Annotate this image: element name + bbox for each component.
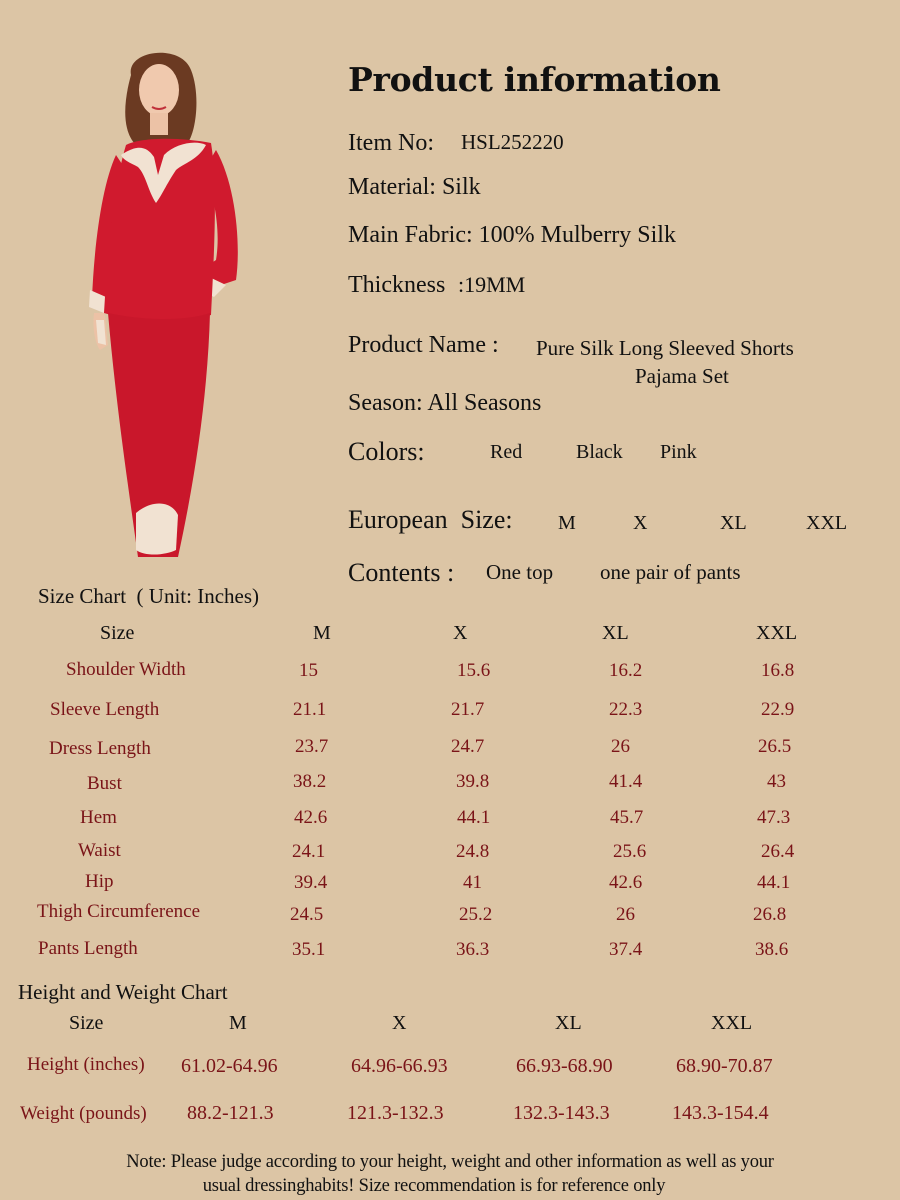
- product-name-label: Product Name :: [348, 332, 499, 358]
- row-label: Weight (pounds): [20, 1103, 147, 1124]
- cell-xxl: 38.6: [755, 939, 789, 960]
- size-chart-header-xl: XL: [602, 622, 629, 644]
- european-size-xxl: XXL: [806, 512, 848, 534]
- hw-header-x: X: [392, 1012, 407, 1034]
- hw-header-m: M: [229, 1012, 247, 1034]
- size-chart-header-xxl: XXL: [756, 622, 798, 644]
- contents-label: Contents :: [348, 558, 455, 587]
- cell-xxl: 68.90-70.87: [676, 1055, 773, 1077]
- row-label: Hem: [80, 807, 117, 828]
- product-name-line1: Pure Silk Long Sleeved Shorts: [536, 336, 794, 360]
- hw-header-size: Size: [69, 1012, 104, 1034]
- row-label: Dress Length: [49, 738, 151, 759]
- european-size-x: X: [633, 512, 648, 534]
- european-size-label: European Size:: [348, 505, 513, 534]
- cell-x: 121.3-132.3: [347, 1102, 444, 1124]
- cell-xl: 37.4: [609, 939, 643, 960]
- cell-xxl: 22.9: [761, 699, 795, 720]
- thickness-label: Thickness: [348, 272, 446, 298]
- cell-xxl: 26.8: [753, 904, 787, 925]
- row-label: Shoulder Width: [66, 659, 186, 680]
- row-label: Height (inches): [27, 1054, 145, 1075]
- size-chart-header-x: X: [453, 622, 468, 644]
- cell-m: 15: [299, 660, 318, 681]
- colors-label: Colors:: [348, 437, 425, 466]
- cell-xl: 22.3: [609, 699, 643, 720]
- cell-m: 61.02-64.96: [181, 1055, 278, 1077]
- cell-xxl: 26.5: [758, 736, 792, 757]
- contents-item-top: One top: [486, 560, 554, 584]
- note-line-1: Note: Please judge according to your height, weight and other information as well as your: [126, 1152, 774, 1172]
- product-photo: [86, 45, 256, 560]
- european-size-xl: XL: [720, 512, 747, 534]
- note-line-2: usual dressinghabits! Size recommendation is for reference only: [202, 1176, 666, 1196]
- hw-header-xxl: XXL: [711, 1012, 753, 1034]
- european-size-m: M: [558, 512, 576, 534]
- cell-xl: 42.6: [609, 872, 643, 893]
- row-label: Waist: [78, 840, 121, 861]
- model-figure-illustration: [86, 45, 256, 560]
- cell-x: 36.3: [456, 939, 490, 960]
- cell-m: 38.2: [293, 771, 327, 792]
- cell-x: 24.7: [451, 736, 485, 757]
- cell-m: 21.1: [293, 699, 327, 720]
- cell-xxl: 44.1: [757, 872, 791, 893]
- item-no-value: HSL252220: [461, 130, 564, 154]
- cell-x: 25.2: [459, 904, 493, 925]
- cell-m: 88.2-121.3: [187, 1102, 274, 1124]
- cell-x: 15.6: [457, 660, 491, 681]
- cell-xl: 66.93-68.90: [516, 1055, 613, 1077]
- cell-x: 39.8: [456, 771, 490, 792]
- height-weight-chart-title: Height and Weight Chart: [18, 980, 228, 1004]
- cell-xxl: 47.3: [757, 807, 791, 828]
- item-no-label: Item No:: [348, 130, 434, 156]
- size-chart-title: Size Chart ( Unit: Inches): [38, 584, 260, 608]
- cell-x: 21.7: [451, 699, 485, 720]
- cell-x: 24.8: [456, 841, 490, 862]
- cell-xl: 25.6: [613, 841, 647, 862]
- cell-x: 44.1: [457, 807, 491, 828]
- cell-x: 64.96-66.93: [351, 1055, 448, 1077]
- cell-xl: 26: [616, 904, 635, 925]
- cell-xl: 41.4: [609, 771, 643, 792]
- row-label: Thigh Circumference: [37, 901, 201, 922]
- row-label: Sleeve Length: [50, 699, 160, 720]
- color-option-red: Red: [490, 441, 523, 463]
- cell-m: 24.1: [292, 841, 326, 862]
- cell-xl: 26: [611, 736, 630, 757]
- size-chart-header-m: M: [313, 622, 331, 644]
- contents-item-pants: one pair of pants: [600, 560, 741, 584]
- cell-xl: 45.7: [610, 807, 644, 828]
- cell-xxl: 26.4: [761, 841, 795, 862]
- color-option-black: Black: [576, 441, 623, 463]
- row-label: Pants Length: [38, 938, 138, 959]
- cell-m: 39.4: [294, 872, 328, 893]
- cell-m: 35.1: [292, 939, 326, 960]
- main-fabric-text: Main Fabric: 100% Mulberry Silk: [348, 222, 676, 248]
- row-label: Bust: [87, 773, 122, 794]
- cell-x: 41: [463, 872, 482, 893]
- cell-m: 24.5: [290, 904, 324, 925]
- product-name-line2: Pajama Set: [635, 364, 729, 388]
- hw-header-xl: XL: [555, 1012, 582, 1034]
- cell-xl: 16.2: [609, 660, 643, 681]
- product-info-title: Product information: [348, 60, 721, 99]
- cell-xl: 132.3-143.3: [513, 1102, 610, 1124]
- cell-m: 23.7: [295, 736, 329, 757]
- color-option-pink: Pink: [660, 441, 697, 463]
- row-label: Hip: [85, 871, 114, 892]
- size-chart-header-size: Size: [100, 622, 135, 644]
- cell-xxl: 43: [767, 771, 786, 792]
- material-text: Material: Silk: [348, 174, 481, 200]
- cell-xxl: 16.8: [761, 660, 795, 681]
- season-text: Season: All Seasons: [348, 390, 542, 416]
- cell-xxl: 143.3-154.4: [672, 1102, 769, 1124]
- cell-m: 42.6: [294, 807, 328, 828]
- thickness-value: :19MM: [458, 272, 526, 297]
